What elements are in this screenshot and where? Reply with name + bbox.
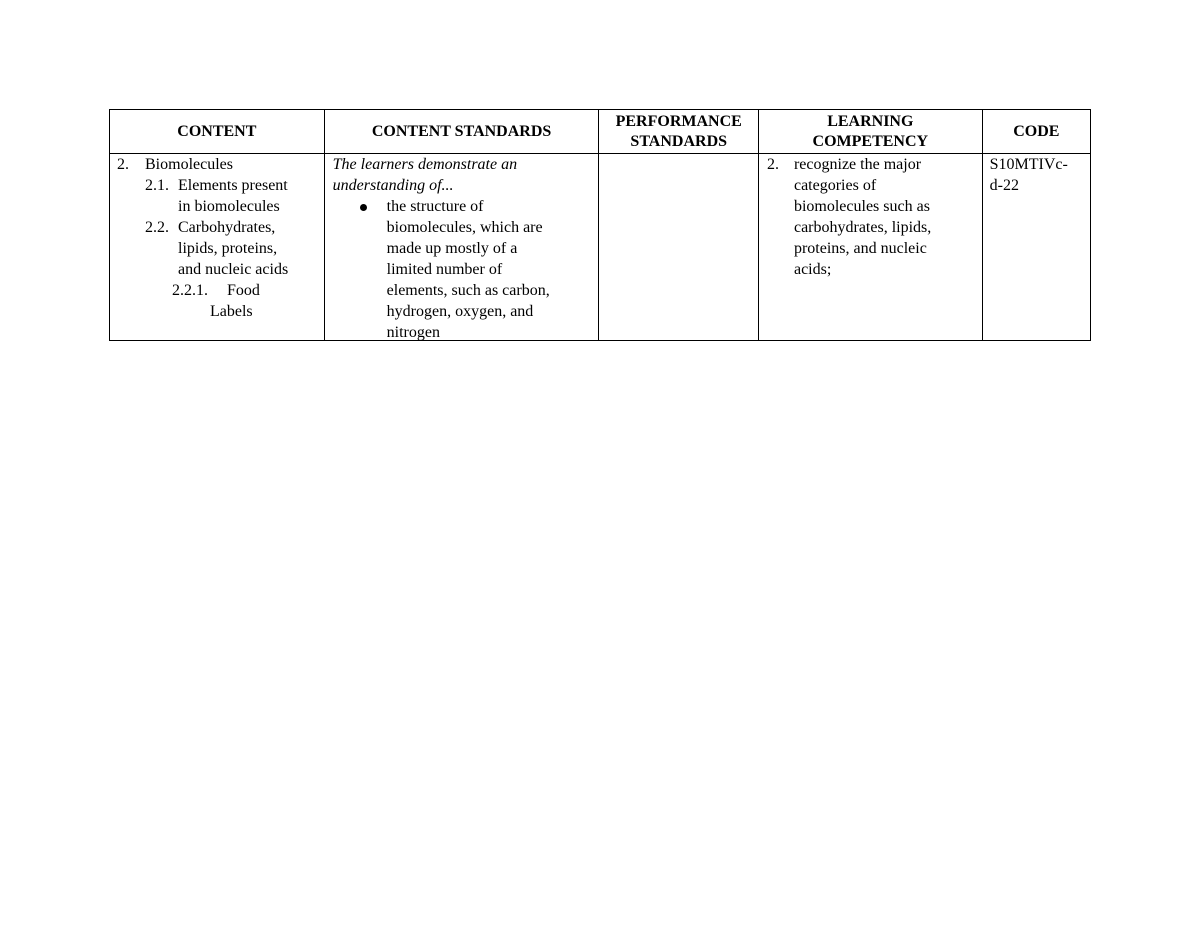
learning-competency-line2: categories of	[793, 177, 877, 194]
header-performance-standards-line1: PERFORMANCE	[615, 112, 742, 130]
code-cell	[982, 154, 1090, 341]
learning-competency-line5: proteins, and nucleic	[793, 240, 927, 257]
content-sub21-line2: Labels	[210, 303, 253, 320]
header-learning-competency	[758, 110, 982, 154]
content-sub2-line2: lipids, proteins,	[178, 240, 278, 257]
header-learning-competency-line2: COMPETENCY	[812, 132, 929, 150]
learning-competency-line4: carbohydrates, lipids,	[793, 219, 932, 236]
content-sub2-line3: and nucleic acids	[178, 261, 289, 278]
content-standards-cell	[324, 154, 599, 341]
bullet-icon	[360, 204, 367, 211]
content-standards-bullet-line6: hydrogen, oxygen, and	[386, 303, 534, 320]
header-content-standards	[324, 110, 599, 154]
code-line1: S10MTIVc-	[989, 156, 1068, 173]
header-content	[110, 110, 325, 154]
content-standards-bullet-line3: made up mostly of a	[386, 240, 518, 257]
header-learning-competency-line1: LEARNING	[827, 112, 914, 130]
header-code	[982, 110, 1090, 154]
header-code-label: CODE	[1013, 122, 1060, 140]
table-row	[110, 154, 1091, 341]
content-standards-intro-line1: The learners demonstrate an	[332, 156, 518, 173]
header-content-standards-label: CONTENT STANDARDS	[371, 122, 552, 140]
header-content-label: CONTENT	[177, 122, 257, 140]
content-standards-intro-line2: understanding of...	[332, 177, 454, 194]
content-standards-bullet-line1: the structure of	[386, 198, 484, 215]
content-sub1-number: 2.1.	[145, 177, 169, 194]
content-standards-bullet-line2: biomolecules, which are	[386, 219, 543, 236]
header-row	[110, 110, 1091, 154]
performance-standards-text	[599, 154, 757, 340]
learning-competency-line3: biomolecules such as	[793, 198, 930, 215]
learning-competency-number: 2.	[766, 156, 779, 173]
code-line2: d-22	[989, 177, 1019, 194]
curriculum-guide-table	[109, 109, 1091, 341]
content-standards-bullet-line4: limited number of	[386, 261, 503, 278]
content-sub21-line1: Food	[227, 282, 260, 299]
content-sub1-line2: in biomolecules	[178, 198, 280, 215]
header-performance-standards-line2: STANDARDS	[630, 132, 728, 150]
learning-competency-cell	[758, 154, 982, 341]
content-item-title: Biomolecules	[145, 156, 233, 173]
content-standards-bullet-line5: elements, such as carbon,	[386, 282, 550, 299]
header-performance-standards	[599, 110, 758, 154]
learning-competency-line6: acids;	[793, 261, 832, 278]
content-sub1-line1: Elements present	[178, 177, 288, 194]
learning-competency-line1: recognize the major	[793, 156, 922, 173]
content-sub21-number: 2.2.1.	[172, 282, 208, 299]
content-cell	[110, 154, 325, 341]
performance-standards-cell	[599, 154, 758, 341]
content-standards-bullet-line7: nitrogen	[386, 324, 440, 341]
content-sub2-line1: Carbohydrates,	[178, 219, 276, 236]
content-sub2-number: 2.2.	[145, 219, 169, 236]
content-item-number: 2.	[117, 156, 129, 173]
